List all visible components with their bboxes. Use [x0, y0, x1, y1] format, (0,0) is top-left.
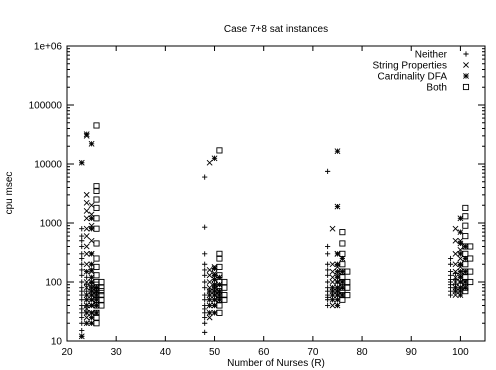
data-point — [458, 251, 463, 256]
data-point — [463, 214, 468, 219]
data-point — [463, 223, 468, 228]
data-point — [458, 256, 463, 261]
data-point — [325, 262, 330, 267]
data-point — [458, 262, 463, 267]
data-point — [345, 285, 350, 290]
data-point — [89, 251, 94, 256]
data-point — [202, 285, 207, 290]
data-point — [212, 266, 217, 271]
data-point — [330, 303, 335, 308]
data-point — [84, 262, 89, 267]
data-point — [89, 267, 94, 272]
data-point — [217, 289, 222, 294]
x-tick-label: 30 — [110, 347, 122, 358]
data-point — [463, 205, 468, 210]
data-point — [468, 256, 473, 261]
data-point — [345, 279, 350, 284]
data-point — [222, 285, 227, 290]
data-point — [325, 251, 330, 256]
data-point — [212, 273, 217, 278]
data-point — [202, 174, 207, 179]
data-point — [212, 303, 217, 308]
data-point — [79, 262, 84, 267]
data-point — [340, 241, 345, 246]
data-point — [345, 292, 350, 297]
data-point — [84, 275, 89, 280]
data-point — [325, 169, 330, 174]
data-point — [89, 321, 94, 326]
data-point — [340, 251, 345, 256]
x-axis-title: Number of Nurses (R) — [227, 358, 325, 369]
legend-label: String Properties — [372, 60, 447, 72]
data-point — [207, 279, 212, 284]
data-point — [79, 315, 84, 320]
data-point — [89, 279, 94, 284]
data-point — [99, 289, 104, 294]
legend-label: Cardinality DFA — [377, 71, 447, 83]
data-point — [89, 303, 94, 308]
data-point — [94, 226, 99, 231]
data-point — [94, 123, 99, 128]
data-point — [89, 275, 94, 280]
data-point — [89, 203, 94, 208]
data-point — [340, 262, 345, 267]
y-axis-ticks — [29, 42, 485, 348]
data-point — [463, 233, 468, 238]
data-point — [207, 315, 212, 320]
data-point — [94, 256, 99, 261]
data-point — [84, 216, 89, 221]
data-point — [463, 285, 468, 290]
data-point — [217, 264, 222, 269]
data-point — [84, 244, 89, 249]
data-point — [335, 269, 340, 274]
data-point — [335, 262, 340, 267]
x-tick-label: 50 — [208, 347, 221, 358]
data-point — [89, 297, 94, 302]
data-point — [202, 315, 207, 320]
data-point — [453, 238, 458, 243]
data-point — [340, 285, 345, 290]
data-point — [330, 269, 335, 274]
data-point — [335, 297, 340, 302]
data-point — [448, 269, 453, 274]
data-point — [325, 285, 330, 290]
data-point — [94, 303, 99, 308]
x-axis-ticks — [61, 46, 469, 358]
data-point — [202, 225, 207, 230]
data-point — [330, 279, 335, 284]
data-point — [94, 216, 99, 221]
y-tick-label: 1e+06 — [33, 41, 62, 53]
data-point — [94, 197, 99, 202]
data-point — [202, 303, 207, 308]
data-point — [468, 279, 473, 284]
y-tick-label: 100 — [45, 277, 62, 289]
series-string-properties — [84, 133, 463, 326]
data-point — [212, 310, 217, 315]
data-point — [330, 275, 335, 280]
data-point — [94, 205, 99, 210]
data-point — [84, 200, 89, 205]
legend — [373, 50, 469, 94]
data-point — [84, 132, 89, 137]
data-point — [89, 310, 94, 315]
data-point — [79, 244, 84, 249]
data-point — [202, 297, 207, 302]
data-point — [79, 328, 84, 333]
data-point — [89, 226, 94, 231]
data-point — [79, 160, 84, 165]
data-point — [325, 273, 330, 278]
data-point — [84, 208, 89, 213]
data-point — [325, 303, 330, 308]
legend-marker — [463, 62, 468, 67]
data-point — [79, 256, 84, 261]
data-point — [335, 204, 340, 209]
x-tick-label: 60 — [258, 347, 270, 358]
data-point — [94, 264, 99, 269]
data-point — [212, 297, 217, 302]
legend-label: Both — [426, 82, 447, 94]
data-point — [89, 262, 94, 267]
data-point — [94, 321, 99, 326]
data-point — [89, 238, 94, 243]
data-points — [79, 123, 473, 339]
legend-marker — [463, 84, 468, 89]
data-point — [217, 148, 222, 153]
data-point — [79, 297, 84, 302]
data-point — [202, 321, 207, 326]
data-point — [217, 310, 222, 315]
series-both — [94, 123, 473, 326]
data-point — [84, 226, 89, 231]
data-point — [453, 251, 458, 256]
data-point — [202, 273, 207, 278]
data-point — [84, 315, 89, 320]
x-tick-label: 70 — [307, 347, 319, 358]
data-point — [458, 216, 463, 221]
data-point — [463, 244, 468, 249]
y-tick-label: 10000 — [34, 159, 62, 171]
data-point — [79, 285, 84, 290]
data-point — [202, 292, 207, 297]
data-point — [79, 303, 84, 308]
data-point — [335, 275, 340, 280]
data-point — [202, 262, 207, 267]
x-tick-label: 20 — [61, 347, 73, 358]
data-point — [468, 244, 473, 249]
data-point — [207, 273, 212, 278]
data-point — [99, 303, 104, 308]
data-point — [89, 285, 94, 290]
data-point — [340, 230, 345, 235]
data-point — [212, 282, 217, 287]
data-point — [463, 251, 468, 256]
legend-label: Neither — [414, 49, 447, 61]
data-point — [99, 285, 104, 290]
data-point — [340, 269, 345, 274]
data-point — [458, 230, 463, 235]
data-point — [79, 233, 84, 238]
data-point — [468, 269, 473, 274]
data-point — [89, 216, 94, 221]
x-tick-label: 100 — [452, 347, 469, 358]
y-tick-label: 1000 — [39, 218, 62, 230]
data-point — [79, 238, 84, 243]
data-point — [458, 279, 463, 284]
data-point — [458, 275, 463, 280]
data-point — [84, 251, 89, 256]
data-point — [79, 226, 84, 231]
data-point — [212, 156, 217, 161]
series-cardinality-dfa — [79, 132, 468, 339]
y-tick-label: 10 — [50, 336, 62, 348]
data-point — [325, 279, 330, 284]
data-point — [207, 267, 212, 272]
data-point — [79, 273, 84, 278]
data-point — [325, 267, 330, 272]
data-point — [94, 241, 99, 246]
data-point — [202, 251, 207, 256]
legend-marker — [463, 73, 468, 78]
data-point — [84, 233, 89, 238]
data-point — [458, 241, 463, 246]
series-neither — [79, 169, 458, 339]
x-tick-label: 80 — [356, 347, 368, 358]
data-point — [335, 149, 340, 154]
data-point — [202, 267, 207, 272]
data-point — [79, 334, 84, 339]
data-point — [99, 279, 104, 284]
data-point — [463, 269, 468, 274]
data-point — [89, 315, 94, 320]
chart-title: Case 7+8 sat instances — [223, 24, 329, 35]
data-point — [222, 279, 227, 284]
data-point — [448, 262, 453, 267]
data-point — [330, 226, 335, 231]
data-point — [94, 273, 99, 278]
x-tick-label: 90 — [405, 347, 417, 358]
data-point — [79, 251, 84, 256]
data-point — [463, 262, 468, 267]
data-point — [345, 269, 350, 274]
data-point — [335, 251, 340, 256]
legend-marker — [463, 51, 468, 56]
data-point — [202, 330, 207, 335]
data-point — [207, 160, 212, 165]
data-point — [79, 279, 84, 284]
data-point — [202, 279, 207, 284]
data-point — [458, 269, 463, 274]
y-tick-label: 100000 — [28, 100, 62, 112]
data-point — [330, 262, 335, 267]
data-point — [84, 192, 89, 197]
data-point — [335, 285, 340, 290]
data-point — [79, 267, 84, 272]
data-point — [335, 303, 340, 308]
y-axis-title: cpu msec — [4, 171, 15, 215]
data-point — [453, 226, 458, 231]
plot-frame — [67, 46, 485, 341]
data-point — [325, 244, 330, 249]
x-tick-label: 40 — [159, 347, 171, 358]
data-point — [217, 303, 222, 308]
data-point — [458, 285, 463, 290]
data-point — [79, 321, 84, 326]
data-point — [335, 279, 340, 284]
data-point — [448, 256, 453, 261]
data-point — [453, 262, 458, 267]
data-point — [89, 141, 94, 146]
plot-border — [67, 46, 485, 341]
